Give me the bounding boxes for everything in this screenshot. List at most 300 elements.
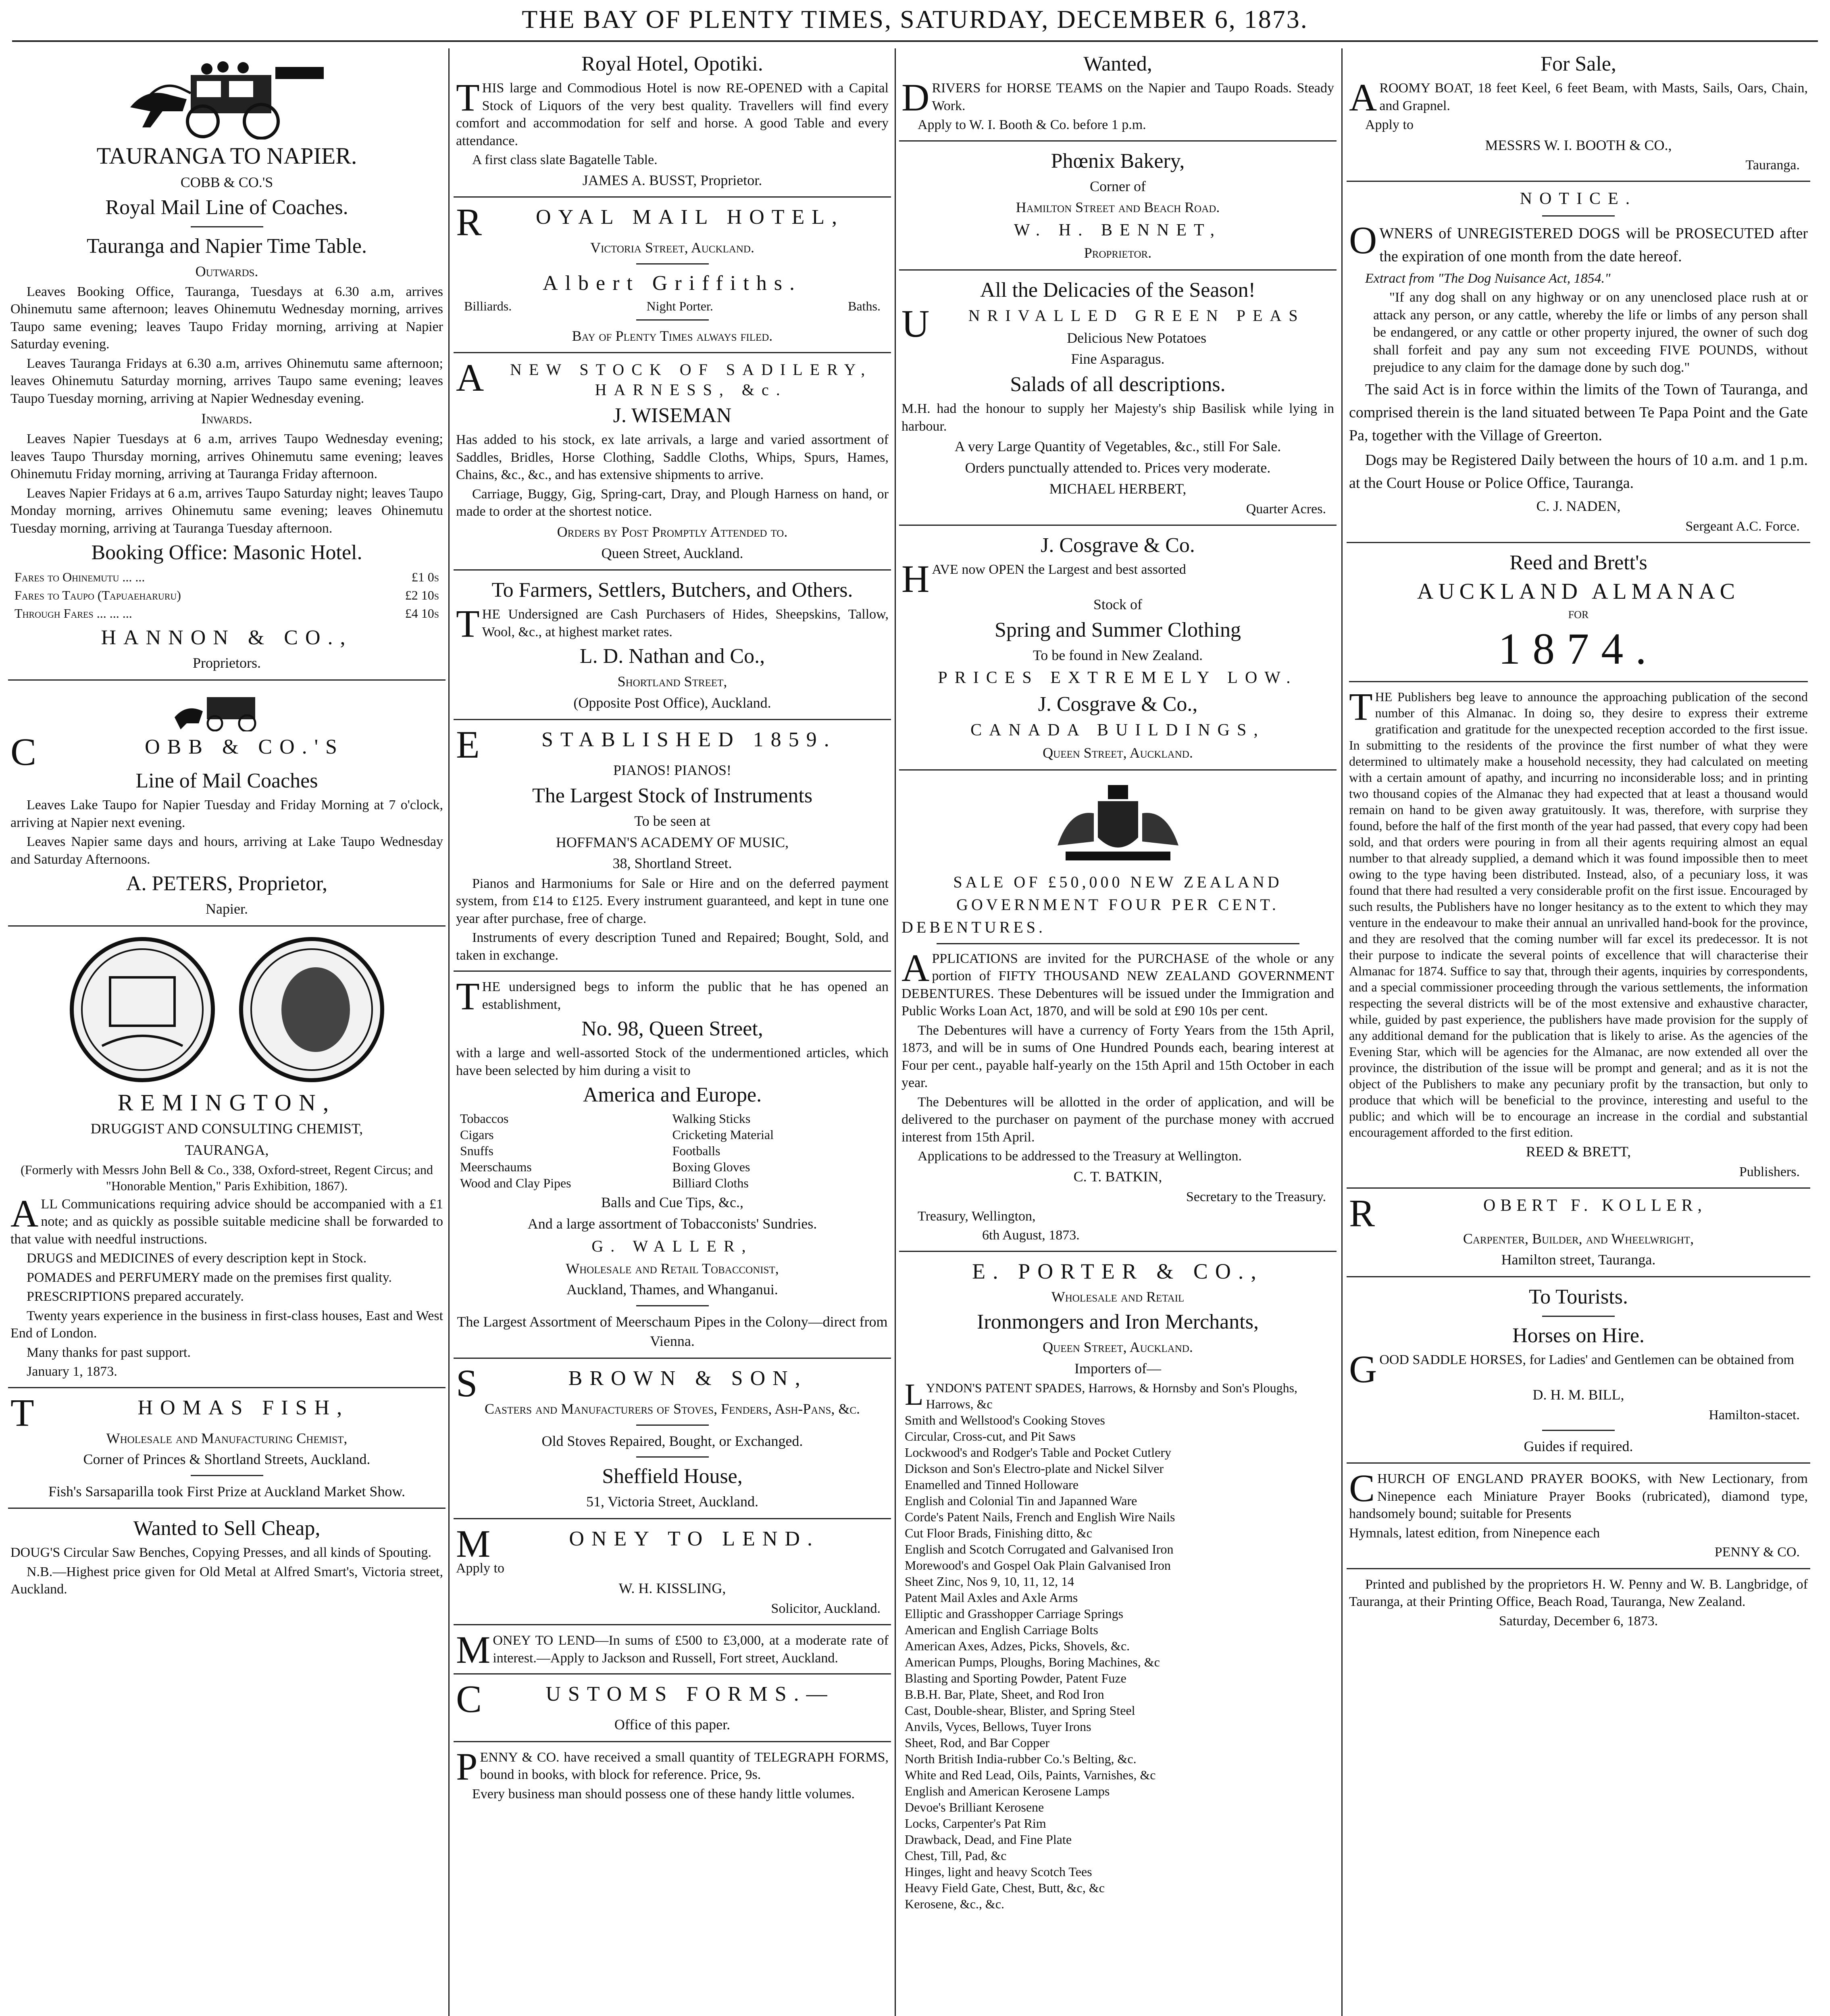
rmh-heading — [456, 200, 889, 244]
fish-addr: Corner of Princes & Shortland Streets, Auckland. — [83, 1451, 371, 1468]
quarter-acres: Quarter Acres. — [1246, 501, 1326, 516]
debentures-ad — [901, 777, 1334, 1244]
herbert-ad — [901, 277, 1334, 518]
imprint-date: Saturday, December 6, 1873. — [1499, 1613, 1658, 1629]
remington-ad — [10, 933, 443, 1381]
boat-text: ROOMY BOAT, 18 feet Keel, 6 feet Beam, with Masts, Sails, Oars, Chain, and Grapnel. — [1379, 81, 1808, 113]
column-2 — [454, 48, 891, 2016]
rule — [454, 569, 891, 571]
small-coach-illustration — [171, 687, 283, 731]
rule — [8, 925, 446, 927]
goods-item: Elliptic and Grasshopper Carriage Springs — [905, 1606, 1124, 1621]
canada: CANADA BUILDINGS, — [970, 721, 1265, 739]
proprietors: Proprietors. — [193, 655, 261, 671]
goods-item — [905, 1380, 1331, 1412]
hoffman: HOFFMAN'S ACADEMY OF MUSIC, — [556, 834, 789, 850]
sarsaparilla: Fish's Sarsaparilla took First Prize at Auckland Market Show. — [48, 1483, 406, 1500]
drop-cap: T — [456, 975, 480, 1018]
drop-cap: A — [10, 1191, 39, 1235]
apply-to: Apply to — [456, 1560, 504, 1576]
farmers: To Farmers, Settlers, Butchers, and Others. — [491, 579, 853, 602]
koller-heading — [1349, 1191, 1808, 1235]
meerschaum: The Largest Assortment of Meerschaum Pipes in the Colony—direct from Vienna. — [457, 1313, 888, 1350]
horses-ad — [1349, 1284, 1808, 1456]
fare-row — [10, 604, 443, 623]
column-rule-3 — [1341, 48, 1343, 2016]
outwards-2: Leaves Tauranga Fridays at 6.30 a.m, arrives Ohinemutu same afternoon; leaves Ohinemutu Saturday morning, arrives Taupo same evening; leaves Taupo Tuesday morning, arriving at Napier Wednesday evening. — [10, 356, 443, 406]
fare-price: £2 10s — [405, 587, 439, 602]
sale-1: SALE OF £50,000 NEW ZEALAND — [953, 873, 1282, 891]
printed-by: Printed and published by the proprietors H. W. Penny and W. B. Langbridge, of Tauranga, at their Printing Office, Beach Road, Tauranga, New Zealand. — [1349, 1577, 1808, 1610]
column-rule-2 — [895, 48, 896, 2016]
rule — [899, 140, 1337, 142]
sheffield: Sheffield House, — [602, 1465, 743, 1488]
importers: Importers of— — [1074, 1360, 1161, 1377]
nathan-body — [456, 602, 889, 646]
goods-item: English and Scotch Corrugated and Galvanised Iron — [905, 1542, 1174, 1557]
drop-cap: A — [1349, 76, 1377, 119]
booking-office: Booking Office: Masonic Hotel. — [91, 541, 362, 564]
kissling-ad — [456, 1522, 889, 1618]
rule — [1349, 681, 1808, 682]
publishers-body — [1349, 685, 1808, 1140]
bennet-proprietor: Proprietor. — [1084, 245, 1152, 261]
amenity: Baths. — [848, 298, 881, 313]
drivers-apply: Apply to W. I. Booth & Co. before 1 p.m. — [918, 117, 1146, 133]
fare-price: £4 10s — [405, 606, 439, 621]
hamilton: Hamilton Street and Beach Road. — [1016, 199, 1220, 216]
reed-brett-sign: REED & BRETT, — [1526, 1143, 1631, 1160]
rh-text: HIS large and Commodious Hotel is now RE-OPENED with a Capital Stock of Liquors of the very best quality. Travellers will find every comfort and accommodation for self and horse. A good Table and every attendance. — [456, 81, 889, 148]
goods-item: Cut Floor Brads, Finishing ditto, &c — [905, 1526, 1092, 1541]
divider — [191, 226, 263, 227]
goods-item: Patent Mail Axles and Axle Arms — [905, 1590, 1078, 1605]
orders-punctually: Orders punctually attended to. Prices very moderate. — [965, 459, 1271, 476]
hannon: HANNON & CO., — [101, 626, 353, 650]
goods-item: Sheet, Rod, and Bar Copper — [905, 1735, 1050, 1750]
amenity: Billiards. — [464, 298, 512, 313]
drop-cap: R — [456, 200, 489, 244]
drop-cap: M — [456, 1522, 498, 1565]
date: January 1, 1873. — [27, 1364, 117, 1379]
wiseman: J. WISEMAN — [613, 404, 732, 427]
almanac-ad — [1349, 550, 1808, 1181]
drop-cap: R — [1349, 1191, 1380, 1235]
dogs-register: Dogs may be Registered Daily between the hours of 10 a.m. and 1 p.m. at the Court House or Police Office, Tauranga. — [1349, 451, 1808, 492]
divider — [1542, 1316, 1615, 1317]
money-heading — [456, 1522, 889, 1565]
divider — [1542, 215, 1615, 217]
drop-cap: P — [456, 1745, 478, 1788]
waller: G. WALLER, — [591, 1237, 753, 1255]
delicacies: All the Delicacies of the Season! — [980, 278, 1255, 302]
america: America and Europe. — [583, 1083, 762, 1107]
waller-ad — [456, 975, 889, 1351]
divider — [636, 1456, 709, 1458]
mail-1: Leaves Lake Taupo for Napier Tuesday and Friday Morning at 7 o'clock, arriving at Napier next evening. — [10, 798, 443, 830]
dog-quote: "If any dog shall on any highway or on any unenclosed place rush at or attack any person, or any cattle, whereby the life or limbs of any person shall be endangered, or any cattle or other property injured, the owner of such dog shall forfeit and pay any sum not exceeding FIVE POUNDS, without prejudice to any claim for the damage done by such dog." — [1373, 290, 1808, 375]
deb-4: Applications to be addressed to the Treasury at Wellington. — [918, 1149, 1242, 1164]
goods-item: Tobaccos — [460, 1111, 509, 1126]
all-communications — [10, 1191, 443, 1248]
fare-row — [10, 586, 443, 604]
rule — [1347, 1568, 1810, 1569]
fare-label: Fares to Taupo (Tapuaeharuru) — [15, 587, 181, 602]
albert: Albert Griffiths. — [543, 271, 802, 295]
fare-price: £1 0s — [411, 570, 439, 585]
sadilery-text: NEW STOCK OF SADILERY, HARNESS, &c. — [510, 360, 872, 399]
koller-ad — [1349, 1191, 1808, 1270]
nathan-text: HE Undersigned are Cash Purchasers of Hides, Sheepskins, Tallow, Wool, &c., at highest market rates. — [482, 607, 889, 639]
koller-name: OBERT F. KOLLER, — [1483, 1196, 1707, 1215]
brown-heading — [456, 1361, 889, 1405]
customs-heading — [456, 1677, 889, 1721]
goods-item: Wood and Clay Pipes — [460, 1176, 571, 1191]
saddle-horses — [1349, 1347, 1808, 1391]
divider — [636, 1305, 709, 1306]
to-be-seen: To be seen at — [634, 812, 710, 829]
rmh-addr: Victoria Street, Auckland. — [590, 240, 754, 256]
naden: C. J. NADEN, — [1536, 498, 1621, 514]
treasury: Treasury, Wellington, — [918, 1208, 1036, 1224]
pianos-body: Pianos and Harmoniums for Sale or Hire and on the deferred payment system, from £14 to £125. Every instrument guaranteed, and kept in tune one year after purchase, free of charge. — [456, 876, 889, 926]
penny-body-2: Every business man should possess one of these handy little volumes. — [472, 1786, 855, 1801]
orders-post: Orders by Post Promptly Attended to. — [557, 523, 788, 540]
booth-place: Tauranga. — [1745, 158, 1800, 173]
batkin: C. T. BATKIN, — [1073, 1168, 1162, 1185]
rule — [8, 679, 446, 681]
fares-table — [10, 568, 443, 622]
goods-item: Lockwood's and Rodger's Table and Pocket Cutlery — [905, 1445, 1172, 1460]
kissling: W. H. KISSLING, — [618, 1580, 726, 1597]
koller-sub: Carpenter, Builder, and Wheelwright, — [1463, 1230, 1694, 1247]
tob-body-2: with a large and well-assorted Stock of the undermentioned articles, which have been selected by him during a visit to — [456, 1045, 889, 1078]
customs-text: USTOMS FORMS.— — [545, 1683, 835, 1706]
wanted-cheap: Wanted to Sell Cheap, — [133, 1517, 321, 1540]
money2-text: ONEY TO LEND—In sums of £500 to £3,000, at a moderate rate of interest.—Apply to Jackson and Russell, Fort street, Auckland. — [493, 1633, 889, 1666]
dog-notice — [1349, 188, 1808, 535]
goods-item: English and American Kerosene Lamps — [905, 1784, 1110, 1799]
peters-place: Napier. — [206, 901, 248, 917]
telegraph-ad — [456, 1745, 889, 1803]
corner-of: Corner of — [1090, 178, 1146, 194]
rh-owner: JAMES A. BUSST, Proprietor. — [582, 172, 762, 188]
deb-2: The Debentures will have a currency of Forty Years from the 15th April, 1873, and will be in sums of One Hundred Pounds each, bearing interest at Four per cent., payable half-yearly on the 15th April and 15th October in each year. — [901, 1023, 1334, 1091]
dougs: DOUG'S Circular Saw Benches, Copying Presses, and all kinds of Spouting. — [10, 1545, 431, 1560]
tourists: To Tourists. — [1528, 1285, 1628, 1308]
druggist: DRUGGIST AND CONSULTING CHEMIST, — [90, 1120, 363, 1137]
drop-cap: A — [456, 356, 491, 400]
goods-item: Smith and Wellstood's Cooking Stoves — [905, 1413, 1105, 1428]
asparagus: Fine Asparagus. — [1071, 351, 1165, 367]
fish-name: HOMAS FISH, — [137, 1396, 350, 1419]
fare-row — [10, 568, 443, 586]
instruments: Instruments of every description Tuned and Repaired; Bought, Sold, and taken in exchange. — [456, 930, 889, 963]
rule — [1347, 1187, 1810, 1189]
rule — [8, 1387, 446, 1388]
hoffman-ad — [456, 723, 889, 964]
royal-mail-hotel-ad — [456, 200, 889, 346]
drop-cap: A — [901, 946, 930, 989]
sheffield-addr: 51, Victoria Street, Auckland. — [586, 1493, 759, 1510]
porter-sub: Wholesale and Retail — [1051, 1288, 1185, 1305]
drivers-text: RIVERS for HORSE TEAMS on the Napier and Taupo Roads. Steady Work. — [932, 81, 1334, 113]
goods-item: Snuffs — [460, 1143, 493, 1158]
tob-body — [456, 975, 889, 1018]
drop-cap: M — [456, 1628, 491, 1671]
divider — [636, 263, 709, 264]
sundries: And a large assortment of Tobacconists' Sundries. — [527, 1215, 817, 1232]
peters: A. PETERS, Proprietor, — [126, 872, 328, 896]
goods-item: Cigars — [460, 1127, 494, 1142]
rule — [454, 1518, 891, 1519]
goods-item: Walking Sticks — [672, 1111, 751, 1126]
drop-cap: O — [1349, 218, 1377, 262]
sergeant: Sergeant A.C. Force. — [1685, 519, 1800, 534]
drop-cap: H — [901, 557, 930, 601]
rule — [899, 269, 1337, 271]
column-1 — [8, 48, 446, 2016]
cosgrave: J. Cosgrave & Co. — [1041, 534, 1195, 557]
royal-coat-of-arms — [1033, 777, 1203, 870]
publishers: Publishers. — [1739, 1164, 1800, 1179]
brown-sub: Casters and Manufacturers of Stoves, Fenders, Ash-Pans, &c. — [484, 1400, 860, 1417]
coach-title: TAURANGA TO NAPIER. — [96, 143, 357, 169]
goods-item: Heavy Field Gate, Chest, Butt, &c, &c — [905, 1881, 1105, 1895]
rule — [1347, 1276, 1810, 1277]
column-rule-1 — [448, 48, 450, 2016]
goods-item: Cast, Double-shear, Blister, and Spring Steel — [905, 1703, 1135, 1718]
divider — [636, 319, 709, 321]
wiseman-body: Has added to his stock, ex late arrivals, a large and varied assortment of Saddles, Bridles, Horse Clothing, Saddle Cloths, Whips, Spurs, Hames, Chains, &c., &c., and has extensive shipments to arrive. — [456, 432, 889, 483]
cobb-mail-ad — [10, 687, 443, 919]
owners — [1349, 218, 1808, 268]
penny-text: ENNY & CO. have received a small quantity of TELEGRAPH FORMS, bound in books, with block for reference. Price, 9s. — [480, 1749, 889, 1783]
inwards-1: Leaves Napier Tuesdays at 6 a.m, arrives Taupo Wednesday evening; leaves Taupo Thursday morning, arrives Ohinemutu same evening; leaves Ohinemutu Friday morning, arriving at Tauranga Friday afternoon. — [10, 431, 443, 482]
no-98: No. 98, Queen Street, — [581, 1017, 763, 1041]
inwards-2: Leaves Napier Fridays at 6 a.m, arrives Taupo Saturday night; leaves Taupo Monday morning, arrives Ohinemutu same evening; leaves Ohinemutu Tuesday morning, arriving at Tauranga Tuesday afternoon. — [10, 485, 443, 536]
goods-item: B.B.H. Bar, Plate, Sheet, and Rod Iron — [905, 1687, 1104, 1702]
vegetables: A very Large Quantity of Vegetables, &c., still For Sale. — [954, 438, 1281, 455]
coach-line: Royal Mail Line of Coaches. — [105, 196, 348, 219]
waller-sub: Wholesale and Retail Tobacconist, — [566, 1260, 779, 1277]
goods-item: Circular, Cross-cut, and Pit Saws — [905, 1429, 1076, 1444]
drugs: DRUGS and MEDICINES of every description kept in Stock. — [27, 1251, 367, 1266]
porter-ad — [901, 1258, 1334, 1912]
fare-label: Fares to Ohinemutu ... ... — [15, 570, 145, 585]
prayer-books-ad — [1349, 1466, 1808, 1561]
billiard: A first class slate Bagatelle Table. — [472, 152, 658, 168]
drop-cap: C — [10, 730, 44, 774]
sale-3: DEBENTURES. — [901, 918, 1046, 936]
peas-text: NRIVALLED GREEN PEAS — [968, 306, 1305, 325]
fish-ad — [10, 1391, 443, 1502]
remington: REMINGTON, — [117, 1089, 336, 1116]
shortland: Shortland Street, — [617, 673, 727, 690]
bill-addr: Hamilton-stacet. — [1709, 1407, 1800, 1422]
goods-item: Sheet Zinc, Nos 9, 10, 11, 12, 14 — [905, 1574, 1074, 1589]
formerly: (Formerly with Messrs John Bell & Co., 338, Oxford-street, Regent Circus; and "Honorable Mention," Paris Exhibition, 1867). — [21, 1162, 433, 1193]
goods-item: Anvils, Vyces, Bellows, Tuyer Irons — [905, 1719, 1091, 1734]
horses: Horses on Hire. — [1512, 1324, 1645, 1347]
drop-cap: E — [456, 723, 487, 766]
bill: D. H. M. BILL, — [1532, 1386, 1624, 1403]
est-text: STABLISHED 1859. — [541, 728, 837, 752]
drop-cap: T — [10, 1391, 42, 1434]
rule — [899, 525, 1337, 526]
all-comm-text: LL Communications requiring advice should be accompanied with a £1 note; and as quickly as possible suitable medicine shall be forwarded to that value with needful instructions. — [10, 1196, 443, 1247]
drop-cap: G — [1349, 1347, 1377, 1391]
goods-item: Drawback, Dead, and Fine Plate — [905, 1832, 1072, 1847]
to-be-found: To be found in New Zealand. — [1033, 647, 1203, 663]
booth: MESSRS W. I. BOOTH & CO., — [1485, 137, 1672, 153]
nathan: L. D. Nathan and Co., — [579, 645, 765, 668]
goods-item: Locks, Carpenter's Pat Rim — [905, 1816, 1046, 1831]
wanted-cheap-ad — [10, 1515, 443, 1598]
goods-item: Blasting and Sporting Powder, Patent Fuze — [905, 1671, 1126, 1686]
ironmongers: Ironmongers and Iron Merchants, — [977, 1310, 1259, 1334]
drivers-ad — [901, 51, 1334, 134]
stagecoach-illustration — [122, 51, 332, 140]
porter-queen: Queen Street, Auckland. — [1043, 1339, 1193, 1356]
royal-hotel-ad — [456, 51, 889, 190]
applications-text: PPLICATIONS are invited for the PURCHASE of the whole or any portion of FIFTY THOUSAND NEW ZEALAND GOVERNMENT DEBENTURES. These Debentures will be issued under the Immigration and Public Works Loan Act, 1870, and will be sold at £90 10s per cent. — [901, 951, 1334, 1019]
inwards-heading: Inwards. — [201, 410, 252, 427]
rule — [454, 1358, 891, 1359]
old-stoves: Old Stoves Repaired, Bought, or Exchanged. — [541, 1433, 803, 1449]
bop-filed: Bay of Plenty Times always filed. — [572, 327, 773, 344]
goods-item: Enamelled and Tinned Holloware — [905, 1477, 1079, 1492]
imprint — [1349, 1576, 1808, 1630]
established — [456, 723, 889, 766]
rule — [1347, 1462, 1810, 1464]
wanted: Wanted, — [1083, 52, 1152, 75]
coach-sub: COBB & CO.'S — [180, 174, 273, 190]
porter-goods — [901, 1380, 1334, 1912]
spring-clothing: Spring and Summer Clothing — [995, 618, 1241, 641]
cobb-name: OBB & CO.'S — [145, 735, 344, 759]
church — [1349, 1466, 1808, 1523]
goods-item: Hinges, light and heavy Scotch Tees — [905, 1864, 1092, 1879]
phoenix: Phœnix Bakery, — [1051, 149, 1185, 173]
column-3 — [899, 48, 1337, 2016]
divider — [937, 943, 1299, 944]
drop-cap: T — [1349, 685, 1373, 728]
brown-name: BROWN & SON, — [568, 1366, 808, 1390]
goods-item: White and Red Lead, Oils, Paints, Varnishes, &c — [905, 1768, 1156, 1783]
opposite-post: (Opposite Post Office), Auckland. — [573, 694, 771, 711]
drivers — [901, 76, 1334, 119]
goods-item: Chest, Till, Pad, &c — [905, 1848, 1007, 1863]
goods-text: YNDON'S PATENT SPADES, Harrows, & Hornsby and Son's Ploughs, Harrows, &c — [926, 1381, 1298, 1412]
potatoes: Delicious New Potatoes — [1067, 329, 1207, 346]
almanac: AUCKLAND ALMANAC — [1417, 579, 1740, 604]
notice: NOTICE. — [1520, 190, 1637, 208]
applications — [901, 946, 1334, 1020]
fish-sub: Wholesale and Manufacturing Chemist, — [106, 1430, 348, 1446]
bennet: W. H. BENNET, — [1014, 221, 1222, 240]
largest-stock: The Largest Stock of Instruments — [532, 784, 813, 807]
rule — [899, 1251, 1337, 1252]
fare-label: Through Fares ... ... ... — [15, 606, 132, 621]
secretary: Secretary to the Treasury. — [1186, 1189, 1326, 1204]
queen-street: Queen Street, Auckland. — [601, 545, 743, 561]
divider — [636, 1425, 709, 1426]
goods-item: Dickson and Son's Electro-plate and Nickel Silver — [905, 1461, 1164, 1476]
waller-places: Auckland, Thames, and Whanganui. — [566, 1281, 778, 1298]
wiseman-ad — [456, 356, 889, 563]
penny-co: PENNY & CO. — [1714, 1545, 1800, 1560]
have-text: AVE now OPEN the Largest and best assorted — [932, 562, 1186, 577]
goods-item: Morewood's and Gospel Oak Plain Galvanised Iron — [905, 1558, 1171, 1573]
goods-item: English and Colonial Tin and Japanned Ware — [905, 1493, 1137, 1508]
sale-2: GOVERNMENT FOUR PER CENT. — [956, 895, 1279, 914]
publishers-text: HE Publishers beg leave to announce the approaching publication of the second number of this Almanac. In doing so, they desire to express their extreme gratification and gratitude for the unexpected reception accorded to the first issue. In submitting to the residents of the province the first number of what they were determined to ultimately make a household necessity, they had calculated on meeting with a certain amount of apathy, and incurring no inconsiderable loss; and in printing two thousand copies of the Almanac they had expected that at least a thousand would remain on hand to be given away gratuitously. It was, therefore, with surprise they found, before the half of the first month of the year had passed, that every copy had been sold, and that orders were pouring in from all their agents requiring almost an equal number to that already supplied, a demand which it was found impossible then to meet owing to the type having been distributed. Instead, also, of a pecuniary loss, it was found that there had resulted a very considerable profit on the first issue. Encouraged by such results, the Publishers have no longer hesitancy as to the extent to which they may venture in the endeavour to make their annual an unrivalled hand-book for the province, and they are resolved that the coming number will far excel its predecessor. It is not their purpose to indicate the several points of excellence that will characterise their Almanac for 1874. Suffice to say that, through their agents, inquiries by correspondents, and a special commissioner proceeding through the various settlements, the information respecting the several districts will be of the most extensive and exhaustive character, while, guided by past experience, the publishers have made provision for the supply of any additional demand for the publication that is likely to arise. As the agencies of the Evening Star, which will be agencies for the Almanac, are now extended all over the province, the distribution of the issue will be prompt and general; and as it is not the object of the Publishers to make any pecuniary profit by the transaction, but only to produce that which will be beneficial to the province, interesting and useful to the public; and which will be to encourage an increase in the cordial and substantial encouragement afforded to the first edition. — [1349, 689, 1808, 1139]
amenity: Night Porter. — [646, 298, 713, 313]
royal-hotel-body — [456, 76, 889, 150]
goods-item: Footballs — [672, 1143, 720, 1158]
drop-cap: D — [901, 76, 930, 119]
cosgrave-2: J. Cosgrave & Co., — [1038, 692, 1198, 716]
carriage: Carriage, Buggy, Gig, Spring-cart, Dray, and Plough Harness on hand, or made to order at the shortest notice. — [456, 486, 889, 519]
goods-item: Billiard Cloths — [672, 1176, 749, 1191]
goods-item: Corde's Patent Nails, French and English Wire Nails — [905, 1510, 1175, 1524]
timetable-title: Tauranga and Napier Time Table. — [86, 235, 367, 258]
rmh-name: OYAL MAIL HOTEL, — [535, 206, 845, 229]
stock-of: Stock of — [1093, 596, 1142, 613]
prices-low: PRICES EXTREMELY LOW. — [938, 669, 1298, 687]
column-4 — [1347, 48, 1810, 2016]
money-text: ONEY TO LEND. — [569, 1527, 820, 1550]
outwards-1: Leaves Booking Office, Tauranga, Tuesdays at 6.30 a.m, arrives Ohinemutu same afternoon; leaves Ohinemutu Wednesday morning, arrives Taupo same evening; leaves Taupo Friday morning, arriving at Napier Saturday evening. — [10, 284, 443, 352]
deb-3: The Debentures will be allotted in the order of application, and will be delivered to the purchaser on payment of the purchase money with accrued interest from 15th April. — [901, 1094, 1334, 1145]
boat — [1349, 76, 1808, 119]
thanks: Many thanks for past support. — [27, 1345, 191, 1360]
masthead-rule — [12, 40, 1818, 42]
bakery-ad — [901, 148, 1334, 263]
pianos: PIANOS! PIANOS! — [613, 762, 732, 779]
drop-cap: U — [901, 302, 937, 345]
outwards-heading: Outwards. — [195, 263, 258, 280]
owners-text: WNERS of UNREGISTERED DOGS will be PROSECUTED after the expiration of one month from the date hereof. — [1379, 225, 1808, 265]
goods-list — [456, 1110, 889, 1191]
rule — [8, 1508, 446, 1509]
basilisk: M.H. had the honour to supply her Majesty's ship Basilisk while lying in harbour. — [901, 401, 1334, 434]
porter: E. PORTER & CO., — [972, 1259, 1264, 1283]
divider — [191, 1475, 263, 1476]
drop-cap: S — [456, 1361, 485, 1405]
sadilery — [456, 356, 889, 400]
for: FOR — [1568, 608, 1589, 621]
rule — [454, 719, 891, 720]
cosgrave-queen: Queen Street, Auckland. — [1043, 745, 1193, 761]
goods-item: Cricketing Material — [672, 1127, 774, 1142]
twenty-years: Twenty years experience in the business in first-class houses, East and West End of London. — [10, 1308, 443, 1341]
masthead: THE BAY OF PLENTY TIMES, SATURDAY, DECEMBER 6, 1873. — [522, 5, 1308, 33]
drop-cap: L — [905, 1378, 924, 1412]
boat-ad — [1349, 51, 1808, 174]
saddle-text: OOD SADDLE HORSES, for Ladies' and Gentlemen can be obtained from — [1379, 1352, 1795, 1367]
goods-item: American Axes, Adzes, Picks, Shovels, &c. — [905, 1639, 1130, 1654]
rule — [454, 1624, 891, 1625]
royal-hotel: Royal Hotel, Opotiki. — [581, 52, 763, 75]
nathan-ad — [456, 577, 889, 712]
customs-sub: Office of this paper. — [614, 1716, 731, 1733]
for-sale: For Sale, — [1541, 52, 1616, 75]
balls: Balls and Cue Tips, &c., — [601, 1194, 744, 1211]
salads: Salads of all descriptions. — [1010, 373, 1226, 396]
rule — [1347, 542, 1810, 543]
